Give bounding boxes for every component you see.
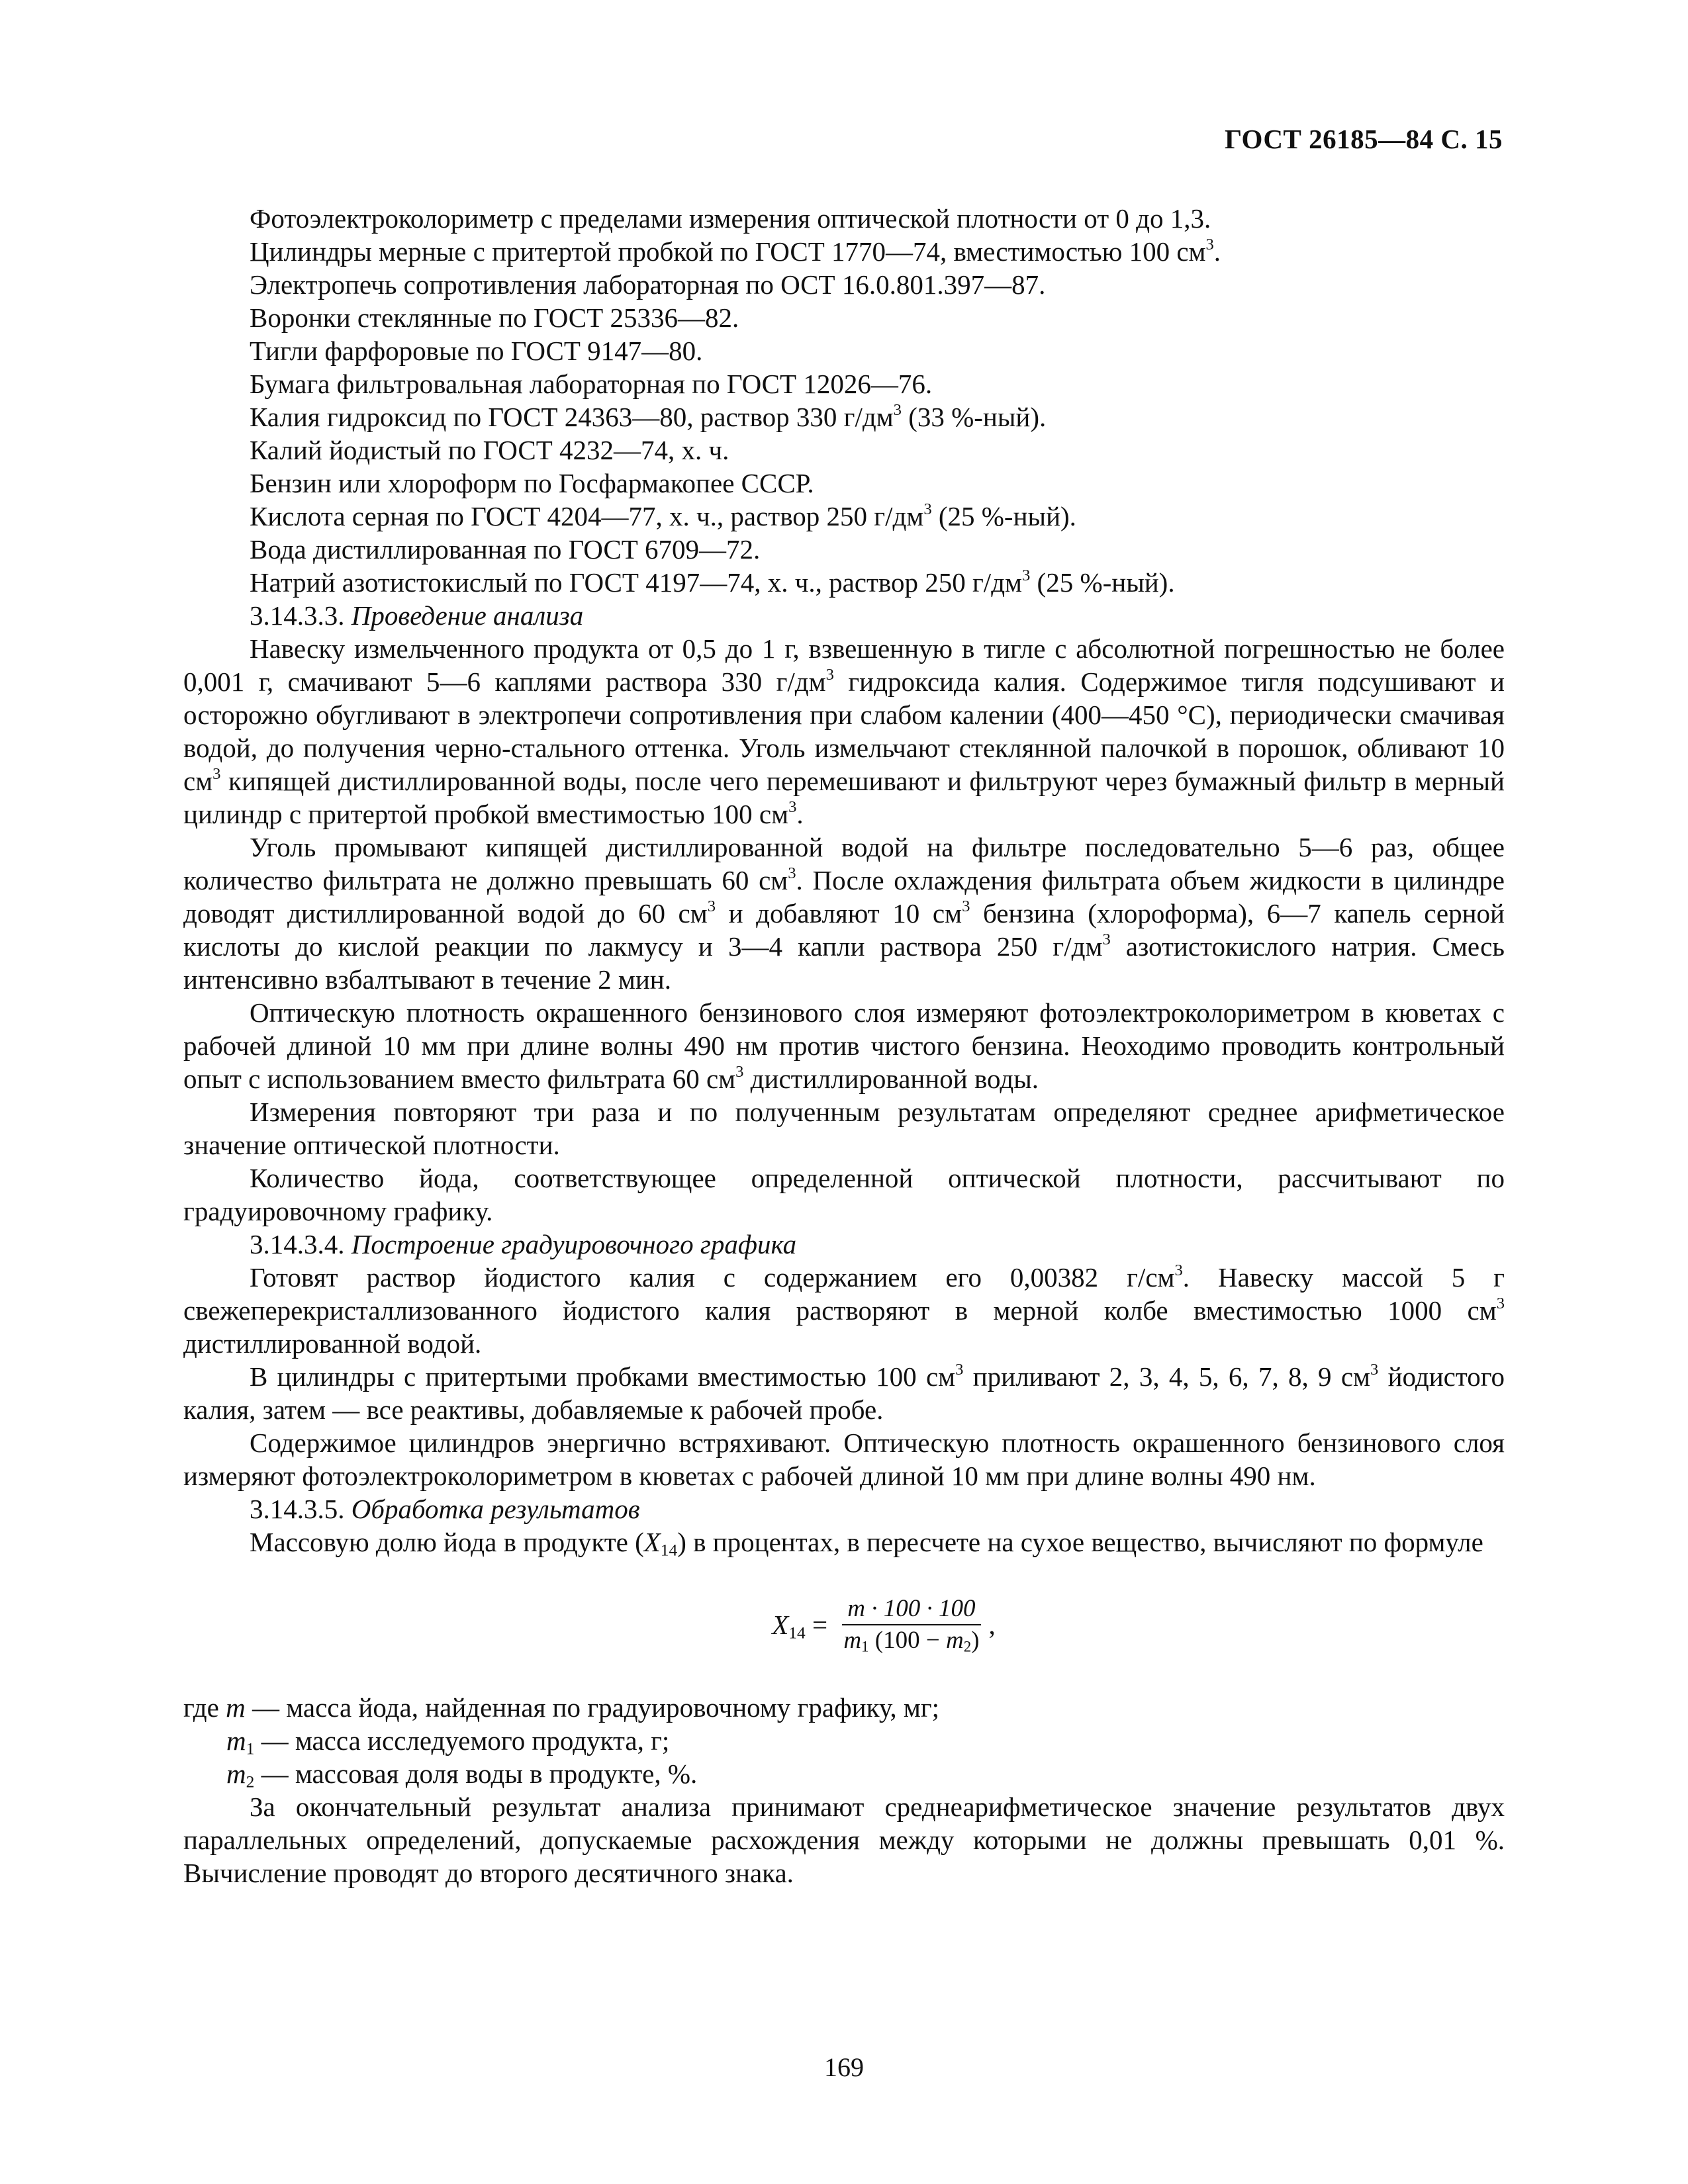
equipment-item: Вода дистиллированная по ГОСТ 6709—72. — [250, 534, 761, 565]
equipment-item: Цилиндры мерные с притертой пробкой по ГОСТ 1770—74, вместимостью 100 $см^3$. — [250, 235, 1221, 267]
paragraph: Массовую долю йода в продукте $(X_{14})$ в процентах, в пересчете на сухое вещество, вычисляют по формуле — [250, 1527, 1483, 1560]
paragraph: Готовят раствор йодистого калия с содержанием его 0,00382 $г/см^3$. Навеску массой 5 г свежеперекристаллизованного йодистого калия растворяют в мерной колбе вместимостью 1000 $см^3$ дистиллированной водой. — [183, 1261, 1505, 1359]
equipment-item: Электропечь сопротивления лабораторная по ОСТ 16.0.801.397—87. — [250, 269, 1046, 300]
equipment-item: Калий йодистый по ГОСТ 4232—74, х. ч. — [250, 435, 729, 465]
equipment-item: Кислота серная по ГОСТ 4204—77, х. ч., раствор 250 $г/дм^3$ (25 %-ный). — [250, 500, 1076, 531]
equipment-item: Тигли фарфоровые по ГОСТ 9147—80. — [250, 336, 703, 366]
equipment-item: Фотоэлектроколориметр с пределами измерения оптической плотности от 0 до 1,3. — [250, 203, 1211, 234]
formula — [183, 1559, 1505, 1691]
formula-lhs: $X_{14}$ — [772, 1610, 806, 1643]
formula-fraction — [838, 1595, 984, 1655]
variable-definition: $m_1$ — масса исследуемого продукта, г; — [226, 1725, 670, 1758]
formula-denominator: $m_1$ $(100 - m_2)$ — [843, 1627, 980, 1655]
page-number: 169 — [824, 2052, 864, 2082]
formula-tail: , — [988, 1610, 996, 1640]
paragraph: Содержимое цилиндров энергично встряхивают. Оптическую плотность окрашенного бензинового слоя измеряют фотоэлектроколориметром в кюветах с рабочей длиной 10 мм при длине волны 490 нм. — [183, 1428, 1505, 1491]
equipment-item: Бензин или хлороформ по Госфармакопее СССР. — [250, 468, 814, 498]
paragraph: Навеску измельченного продукта от 0,5 до 1 г, взвешенную в тигле с абсолютной погрешностью не более 0,001 г, смачивают 5—6 каплями раствора 330 $г/дм^3$ гидроксида калия. Содержимое тигля подсушивают и осторожно обугливают в электропечи сопротивления при слабом калении (400—450 °С), периодически смачивая водой, до получения черно-стального оттенка. Уголь измельчают стеклянной палочкой в порошок, обливают 10 $см^3$ кипящей дистиллированной воды, после чего перемешивают и фильтруют через бумажный фильтр в мерный цилиндр с притертой пробкой вместимостью 100 $см^3$. — [183, 633, 1505, 829]
variable-definition: $m_2$ — массовая доля воды в продукте, %. — [226, 1758, 698, 1792]
paragraph: За окончательный результат анализа принимают среднеарифметическое значение результатов двух параллельных определений, допускаемые расхождения между которыми не должны превышать 0,01 %. Вычисление проводят до второго десятичного знака. — [183, 1792, 1505, 1888]
equipment-item: Натрий азотистокислый по ГОСТ 4197—74, х. ч., раствор 250 $г/дм^3$ (25 %-ный). — [250, 566, 1175, 598]
variable-definition: где m — масса йода, найденная по градуировочному графику, мг; — [183, 1692, 939, 1723]
document-body — [183, 202, 1505, 1889]
section-heading-3-14-3-4: 3.14.3.4. Построение градуировочного графика — [250, 1229, 797, 1259]
section-heading-3-14-3-5: 3.14.3.5. Обработка результатов — [250, 1494, 640, 1524]
formula-numerator: m · 100 · 100 — [842, 1595, 980, 1625]
paragraph: Измерения повторяют три раза и по полученным результатам определяют среднее арифметическое значение оптической плотности. — [183, 1097, 1505, 1160]
paragraph: Уголь промывают кипящей дистиллированной водой на фильтре последовательно 5—6 раз, общее количество фильтрата не должно превышать 60 $см^3$. После охлаждения фильтрата объем жидкости в цилиндре доводят дистиллированной водой до 60 $см^3$ и добавляют 10 $см^3$ бензина (хлороформа), 6—7 капель серной кислоты до кислой реакции по лакмусу и 3—4 капли раствора 250 $г/дм^3$ азотистокислого натрия. Смесь интенсивно взбалтывают в течение 2 мин. — [183, 832, 1505, 995]
equipment-item: Бумага фильтровальная лабораторная по ГОСТ 12026—76. — [250, 369, 933, 399]
paragraph: Оптическую плотность окрашенного бензинового слоя измеряют фотоэлектроколориметром в кюветах с рабочей длиной 10 мм при длине волны 490 нм против чистого бензина. Неоходимо проводить контрольный опыт с использованием вместо фильтрата 60 $см^3$ дистиллированной воды. — [183, 997, 1505, 1094]
page-header: ГОСТ 26185—84 С. 15 — [1224, 124, 1503, 154]
paragraph: В цилиндры с притертыми пробками вместимостью 100 $см^3$ приливают 2, 3, 4, 5, 6, 7, 8, 9 $см^3$ йодистого калия, затем — все реактивы, добавляемые к рабочей пробе. — [183, 1360, 1505, 1425]
equipment-list — [183, 202, 1505, 599]
equipment-item: Калия гидроксид по ГОСТ 24363—80, раствор 330 $г/дм^3$ (33 %-ный). — [250, 400, 1047, 432]
paragraph: Количество йода, соответствующее определенной оптической плотности, рассчитывают по градуировочному графику. — [183, 1163, 1505, 1226]
equipment-item: Воронки стеклянные по ГОСТ 25336—82. — [250, 302, 739, 333]
formula-equals: = — [805, 1610, 835, 1640]
section-heading-3-14-3-3: 3.14.3.3. Проведение анализа — [250, 600, 584, 631]
